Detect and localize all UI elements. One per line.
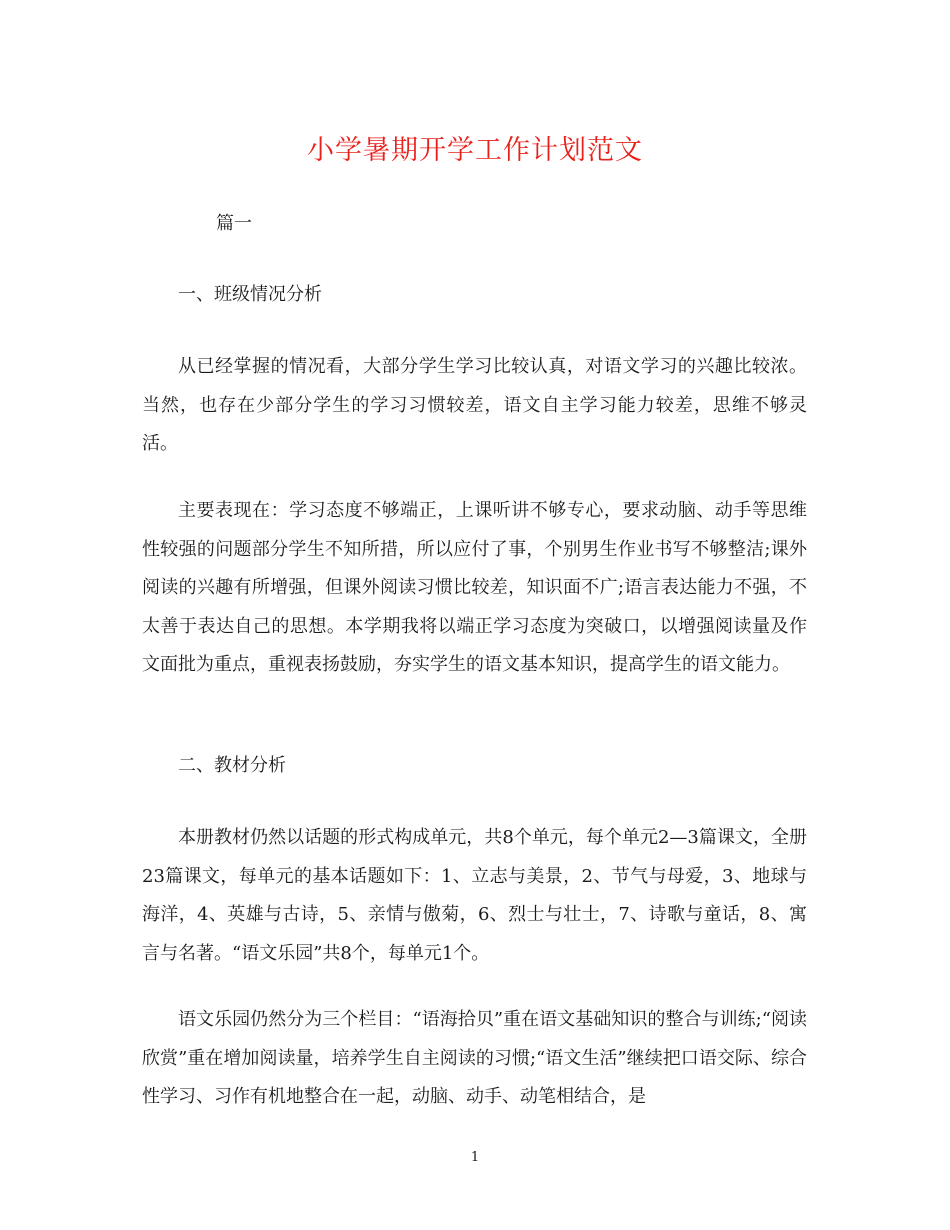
document-title: 小学暑期开学工作计划范文 [307, 135, 643, 166]
section-label: 篇一 [216, 213, 252, 234]
paragraph-language-garden: 语文乐园仍然分为三个栏目：“语海拾贝”重在语文基础知识的整合与训练;“阅读欣赏”重在增加阅读量，培养学生自主阅读的习惯;“语文生活”继续把口语交际、综合性学习、习作有机地整合在一起，动脑、动手、动笔相结合，是 [142, 1009, 807, 1107]
section-heading-class-analysis: 一、班级情况分析 [178, 284, 322, 305]
paragraph-main-issues: 主要表现在：学习态度不够端正，上课听讲不够专心，要求动脑、动手等思维性较强的问题部分学生不知所措，所以应付了事，个别男生作业书写不够整洁;课外阅读的兴趣有所增强，但课外阅读习惯比较差，知识面不广;语言表达能力不强，不太善于表达自己的思想。本学期我将以端正学习态度为突破口，以增强阅读量及作文面批为重点，重视表扬鼓励，夯实学生的语文基本知识，提高学生的语文能力。 [142, 500, 807, 675]
paragraph-textbook-units: 本册教材仍然以话题的形式构成单元，共8个单元，每个单元2—3篇课文，全册23篇课文，每单元的基本话题如下：1、立志与美景，2、节气与母爱，3、地球与海洋，4、英雄与古诗，5、亲情与傲菊，6、烈士与壮士，7、诗歌与童话，8、寓言与名著。“语文乐园”共8个，每单元1个。 [142, 827, 807, 964]
page-number: 1 [470, 1150, 480, 1165]
paragraph-class-overview: 从已经掌握的情况看，大部分学生学习比较认真，对语文学习的兴趣比较浓。当然，也存在少部分学生的学习习惯较差，语文自主学习能力较差，思维不够灵活。 [142, 356, 807, 454]
section-heading-textbook-analysis: 二、教材分析 [178, 755, 286, 776]
